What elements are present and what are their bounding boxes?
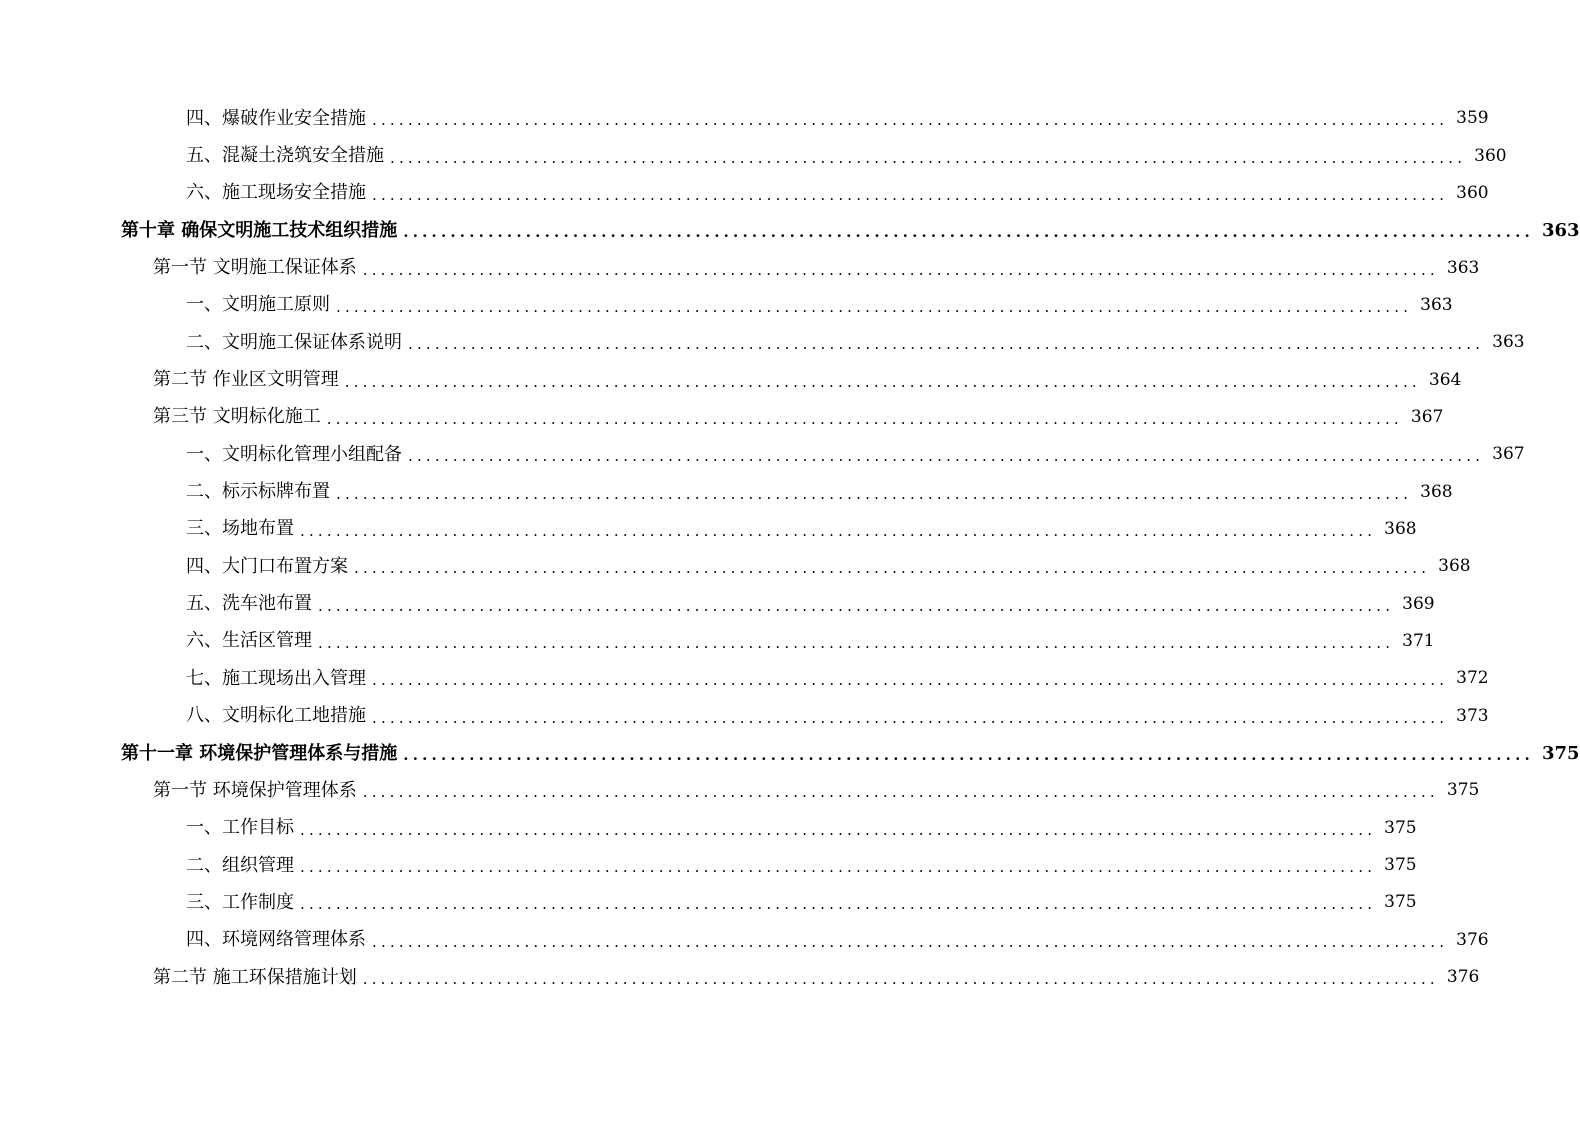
toc-entry-page-number: 375	[1384, 817, 1417, 838]
table-of-contents	[0, 100, 1580, 996]
toc-entry[interactable]	[0, 511, 1417, 548]
toc-dot-leader: ........................................................................................................................	[362, 783, 1439, 802]
toc-dot-leader: ........................................................................................................................	[300, 521, 1377, 540]
toc-entry-title: 一、文明施工原则	[186, 294, 330, 316]
toc-dot-leader: ........................................................................................................................	[354, 559, 1431, 578]
toc-dot-leader: ........................................................................................................................	[362, 970, 1439, 989]
toc-entry-page-number: 360	[1456, 182, 1489, 203]
toc-dot-leader: ........................................................................................................................	[300, 820, 1377, 839]
toc-entry[interactable]	[0, 660, 1489, 697]
toc-entry[interactable]	[0, 212, 1580, 249]
toc-dot-leader: ........................................................................................................................	[372, 932, 1449, 951]
toc-entry[interactable]	[0, 473, 1453, 510]
toc-dot-leader: ........................................................................................................................	[372, 708, 1449, 727]
toc-entry[interactable]	[0, 175, 1489, 212]
toc-entry-page-number: 368	[1420, 481, 1453, 502]
toc-entry-title: 二、文明施工保证体系说明	[186, 331, 402, 353]
toc-entry[interactable]	[0, 100, 1489, 137]
toc-entry[interactable]	[0, 884, 1417, 921]
toc-entry[interactable]	[0, 361, 1462, 398]
toc-dot-leader: ........................................................................................................................	[408, 447, 1485, 466]
toc-entry-page-number: 371	[1402, 630, 1435, 651]
toc-dot-leader: ........................................................................................................................	[390, 148, 1467, 167]
toc-entry-title: 第十章 确保文明施工技术组织措施	[121, 219, 398, 241]
toc-entry-page-number: 364	[1428, 369, 1462, 390]
toc-dot-leader: ........................................................................................................................	[344, 372, 1421, 391]
toc-entry[interactable]	[0, 922, 1489, 959]
toc-entry-title: 三、场地布置	[186, 518, 294, 540]
toc-dot-leader: ........................................................................................................................	[403, 223, 1534, 242]
toc-entry-page-number: 363	[1541, 219, 1580, 241]
toc-entry[interactable]	[0, 772, 1480, 809]
toc-entry[interactable]	[0, 436, 1525, 473]
toc-entry[interactable]	[0, 287, 1453, 324]
toc-entry-title: 第一节 文明施工保证体系	[153, 257, 357, 279]
toc-entry-page-number: 372	[1456, 668, 1489, 689]
toc-entry-page-number: 376	[1446, 967, 1480, 988]
toc-dot-leader: ........................................................................................................................	[318, 633, 1395, 652]
toc-entry-title: 六、生活区管理	[186, 630, 312, 652]
toc-entry-title: 一、文明标化管理小组配备	[186, 443, 402, 465]
toc-entry-title: 六、施工现场安全措施	[186, 182, 366, 204]
toc-entry-title: 一、工作目标	[186, 817, 294, 839]
toc-entry[interactable]	[0, 548, 1471, 585]
toc-entry-title: 三、工作制度	[186, 891, 294, 913]
toc-entry-title: 四、爆破作业安全措施	[186, 107, 366, 129]
toc-entry[interactable]	[0, 585, 1435, 622]
toc-entry-page-number: 360	[1474, 145, 1507, 166]
toc-entry-title: 七、施工现场出入管理	[186, 667, 366, 689]
toc-dot-leader: ........................................................................................................................	[372, 185, 1449, 204]
toc-entry-title: 五、洗车池布置	[186, 593, 312, 615]
toc-dot-leader: ........................................................................................................................	[362, 260, 1439, 279]
toc-entry[interactable]	[0, 698, 1489, 735]
toc-dot-leader: ........................................................................................................................	[318, 596, 1395, 615]
toc-dot-leader: ........................................................................................................................	[300, 895, 1377, 914]
toc-entry[interactable]	[0, 324, 1525, 361]
toc-entry[interactable]	[0, 810, 1417, 847]
toc-dot-leader: ........................................................................................................................	[326, 409, 1403, 428]
toc-entry-page-number: 376	[1456, 929, 1489, 950]
toc-entry[interactable]	[0, 137, 1507, 174]
toc-entry-page-number: 373	[1456, 705, 1489, 726]
toc-entry-page-number: 375	[1446, 780, 1480, 801]
toc-entry-title: 第十一章 环境保护管理体系与措施	[121, 742, 398, 764]
toc-entry-page-number: 359	[1456, 108, 1489, 129]
toc-dot-leader: ........................................................................................................................	[408, 335, 1485, 354]
toc-dot-leader: ........................................................................................................................	[336, 484, 1413, 503]
toc-entry-page-number: 367	[1492, 444, 1525, 465]
toc-entry-page-number: 363	[1446, 257, 1480, 278]
toc-entry[interactable]	[0, 847, 1417, 884]
toc-entry-title: 第一节 环境保护管理体系	[153, 779, 357, 801]
toc-entry[interactable]	[0, 623, 1435, 660]
toc-entry-title: 八、文明标化工地措施	[186, 705, 366, 727]
toc-entry-page-number: 363	[1492, 332, 1525, 353]
toc-dot-leader: ........................................................................................................................	[300, 858, 1377, 877]
toc-entry-page-number: 363	[1420, 294, 1453, 315]
toc-entry[interactable]	[0, 249, 1480, 286]
toc-entry-title: 第二节 施工环保措施计划	[153, 966, 357, 988]
toc-dot-leader: ........................................................................................................................	[372, 111, 1449, 130]
toc-entry-title: 第三节 文明标化施工	[153, 406, 321, 428]
toc-entry-page-number: 369	[1402, 593, 1435, 614]
toc-entry-title: 四、大门口布置方案	[186, 555, 348, 577]
toc-entry-page-number: 368	[1384, 518, 1417, 539]
toc-entry-page-number: 375	[1384, 892, 1417, 913]
toc-entry-page-number: 368	[1438, 556, 1471, 577]
toc-dot-leader: ........................................................................................................................	[372, 671, 1449, 690]
toc-entry-title: 四、环境网络管理体系	[186, 929, 366, 951]
toc-entry-title: 五、混凝土浇筑安全措施	[186, 145, 384, 167]
toc-dot-leader: ........................................................................................................................	[403, 746, 1534, 765]
toc-entry-title: 二、标示标牌布置	[186, 481, 330, 503]
toc-entry[interactable]	[0, 959, 1480, 996]
toc-entry-page-number: 375	[1384, 855, 1417, 876]
toc-entry-page-number: 367	[1410, 406, 1444, 427]
toc-entry-title: 第二节 作业区文明管理	[153, 369, 339, 391]
toc-entry[interactable]	[0, 399, 1444, 436]
toc-entry[interactable]	[0, 735, 1580, 772]
toc-dot-leader: ........................................................................................................................	[336, 297, 1413, 316]
toc-entry-title: 二、组织管理	[186, 854, 294, 876]
toc-entry-page-number: 375	[1541, 742, 1580, 764]
